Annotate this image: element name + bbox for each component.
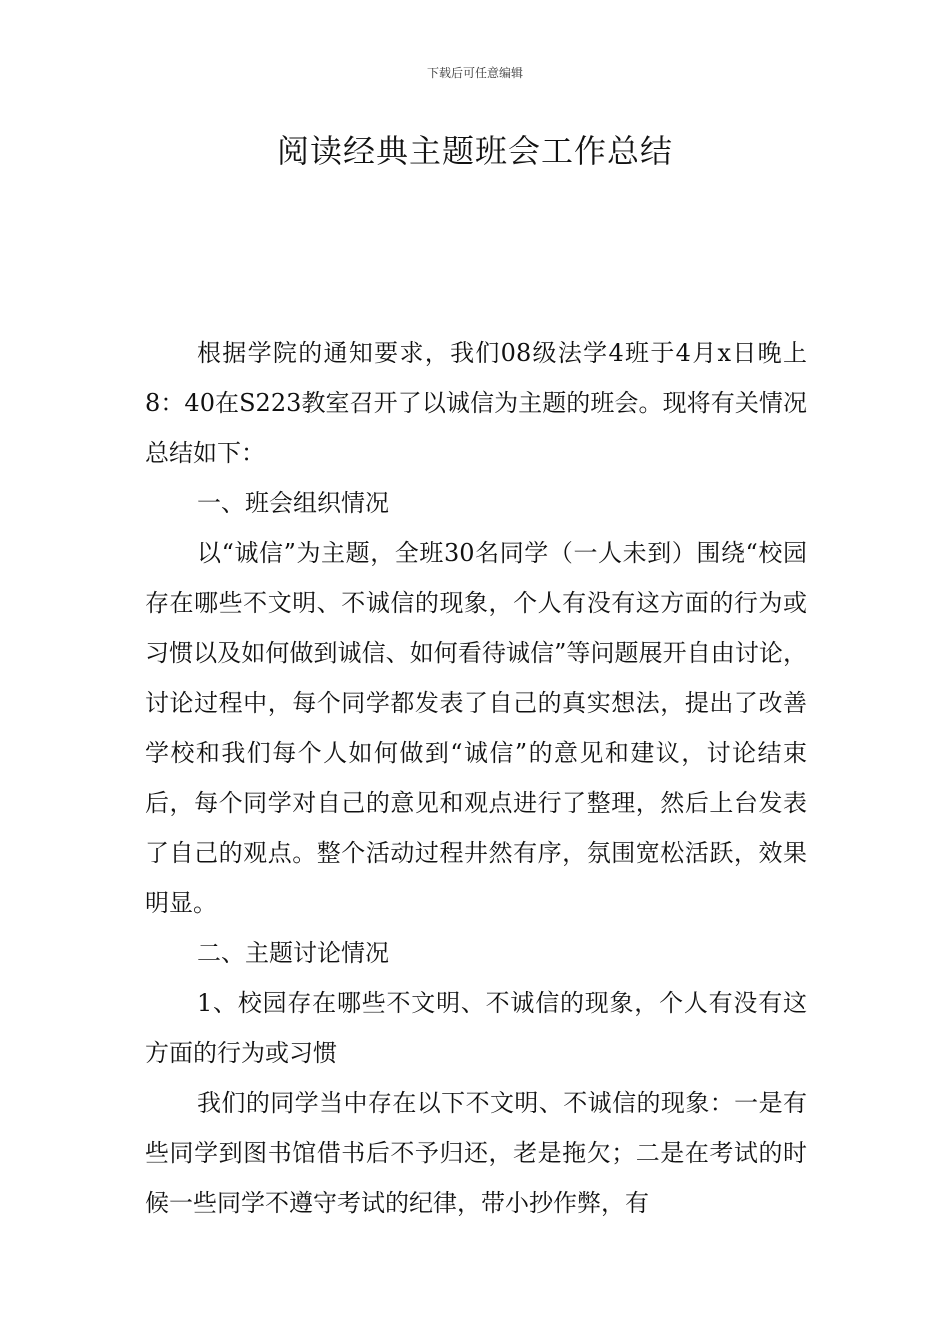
document-title: 阅读经典主题班会工作总结 xyxy=(276,132,673,170)
document-body xyxy=(145,328,807,1228)
header-note: 下载后可任意编辑 xyxy=(426,66,523,80)
paragraph-intro: 根据学院的通知要求，我们08级法学4班于4月x日晚上8：40在S223教室召开了以诚信为主题的班会。现将有关情况总结如下： xyxy=(145,339,807,467)
paragraph-organization: 以“诚信”为主题，全班30名同学（一人未到）围绕“校园存在哪些不文明、不诚信的现象，个人有没有这方面的行为或习惯以及如何做到诚信、如何看待诚信”等问题展开自由讨论，讨论过程中，每个同学都发表了自己的真实想法，提出了改善学校和我们每个人如何做到“诚信”的意见和建议，讨论结束后，每个同学对自己的意见和观点进行了整理，然后上台发表了自己的观点。整个活动过程井然有序，氛围宽松活跃，效果明显。 xyxy=(145,539,807,917)
section-heading-organization: 一、班会组织情况 xyxy=(197,489,389,517)
section-heading-discussion: 二、主题讨论情况 xyxy=(197,939,389,967)
paragraph-campus-issues: 我们的同学当中存在以下不文明、不诚信的现象：一是有些同学到图书馆借书后不予归还，老是拖欠；二是在考试的时候一些同学不遵守考试的纪律，带小抄作弊，有 xyxy=(145,1089,807,1217)
subheading-campus-issues: 1、校园存在哪些不文明、不诚信的现象，个人有没有这方面的行为或习惯 xyxy=(145,989,807,1067)
